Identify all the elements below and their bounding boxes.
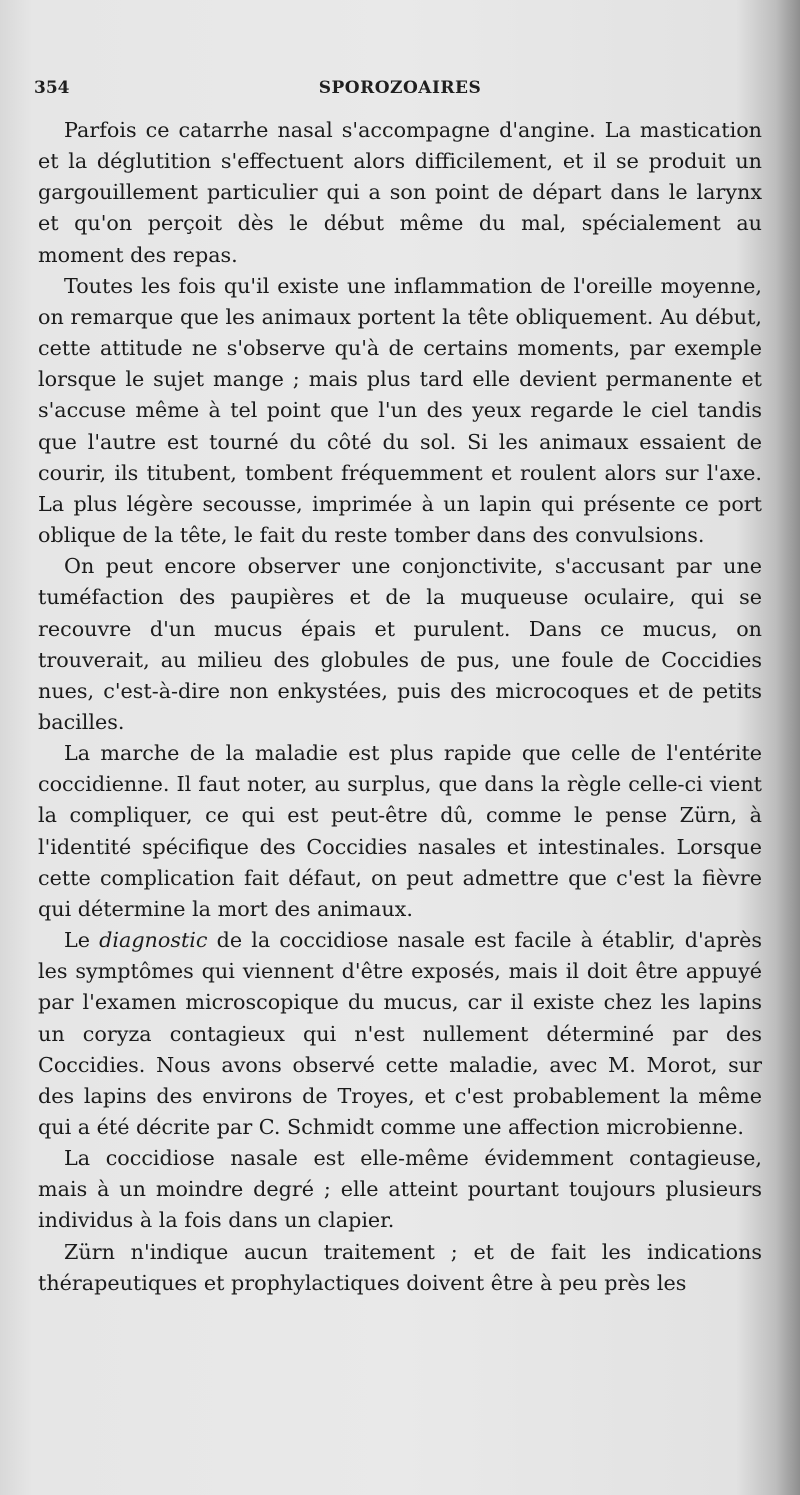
body-text bbox=[38, 115, 762, 1299]
paragraph-6: La coccidiose nasale est elle-même évidemment contagieuse, mais à un moindre degré ; elle atteint pourtant toujours plusieurs individus à la fois dans un clapier. bbox=[38, 1146, 762, 1233]
paragraph-5-lead: Le bbox=[64, 928, 100, 953]
running-title: SPOROZOAIRES bbox=[318, 78, 482, 98]
page-number: 354 bbox=[34, 78, 70, 98]
paragraph-1: Parfois ce catarrhe nasal s'accompagne d'angine. La mastication et la déglutition s'effectuent alors difficilement, et il se produit un gargouillement particulier qui a son point de départ dans le larynx et qu'on perçoit dès le début même du mal, spécialement au moment des repas. bbox=[38, 118, 762, 267]
paragraph-3: On peut encore observer une conjonctivite, s'accusant par une tuméfaction des paupières et de la muqueuse oculaire, qui se recouvre d'un mucus épais et purulent. Dans ce mucus, on trouverait, au milieu des globules de pus, une foule de Coccidies nues, c'est-à-dire non enkystées, puis des microcoques et de petits bacilles. bbox=[38, 554, 762, 734]
diagnostic-italic-term: diagnostic bbox=[99, 928, 208, 953]
paragraph-7: Zürn n'indique aucun traitement ; et de fait les indications thérapeutiques et prophylactiques doivent être à peu près les bbox=[38, 1239, 762, 1295]
running-head bbox=[0, 74, 800, 104]
paragraph-5-body: de la coccidiose nasale est facile à établir, d'après les symptômes qui viennent d'être exposés, mais il doit être appuyé par l'examen microscopique du mucus, car il existe chez les lapins un coryza contagieux qui n'est nullement déterminé par des Coccidies. Nous avons observé cette maladie, avec M. Morot, sur des lapins des environs de Troyes, et c'est probablement la même qui a été décrite par C. Schmidt comme une affection microbienne. bbox=[38, 928, 762, 1139]
paragraph-2: Toutes les fois qu'il existe une inflammation de l'oreille moyenne, on remarque que les animaux portent la tête obliquement. Au début, cette attitude ne s'observe qu'à de certains moments, par exemple lorsque le sujet mange ; mais plus tard elle devient permanente et s'accuse même à tel point que l'un des yeux regarde le ciel tandis que l'autre est tourné du côté du sol. Si les animaux essaient de courir, ils titubent, tombent fréquemment et roulent alors sur l'axe. La plus légère secousse, imprimée à un lapin qui présente ce port oblique de la tête, le fait du reste tomber dans des convulsions. bbox=[38, 273, 762, 548]
paragraph-5 bbox=[38, 925, 762, 1143]
paragraph-4: La marche de la maladie est plus rapide que celle de l'entérite coccidienne. Il faut noter, au surplus, que dans la règle celle-ci vient la compliquer, ce qui est peut-être dû, comme le pense Zürn, à l'identité spécifique des Coccidies nasales et intestinales. Lorsque cette complication fait défaut, on peut admettre que c'est la fièvre qui détermine la mort des animaux. bbox=[38, 741, 762, 921]
